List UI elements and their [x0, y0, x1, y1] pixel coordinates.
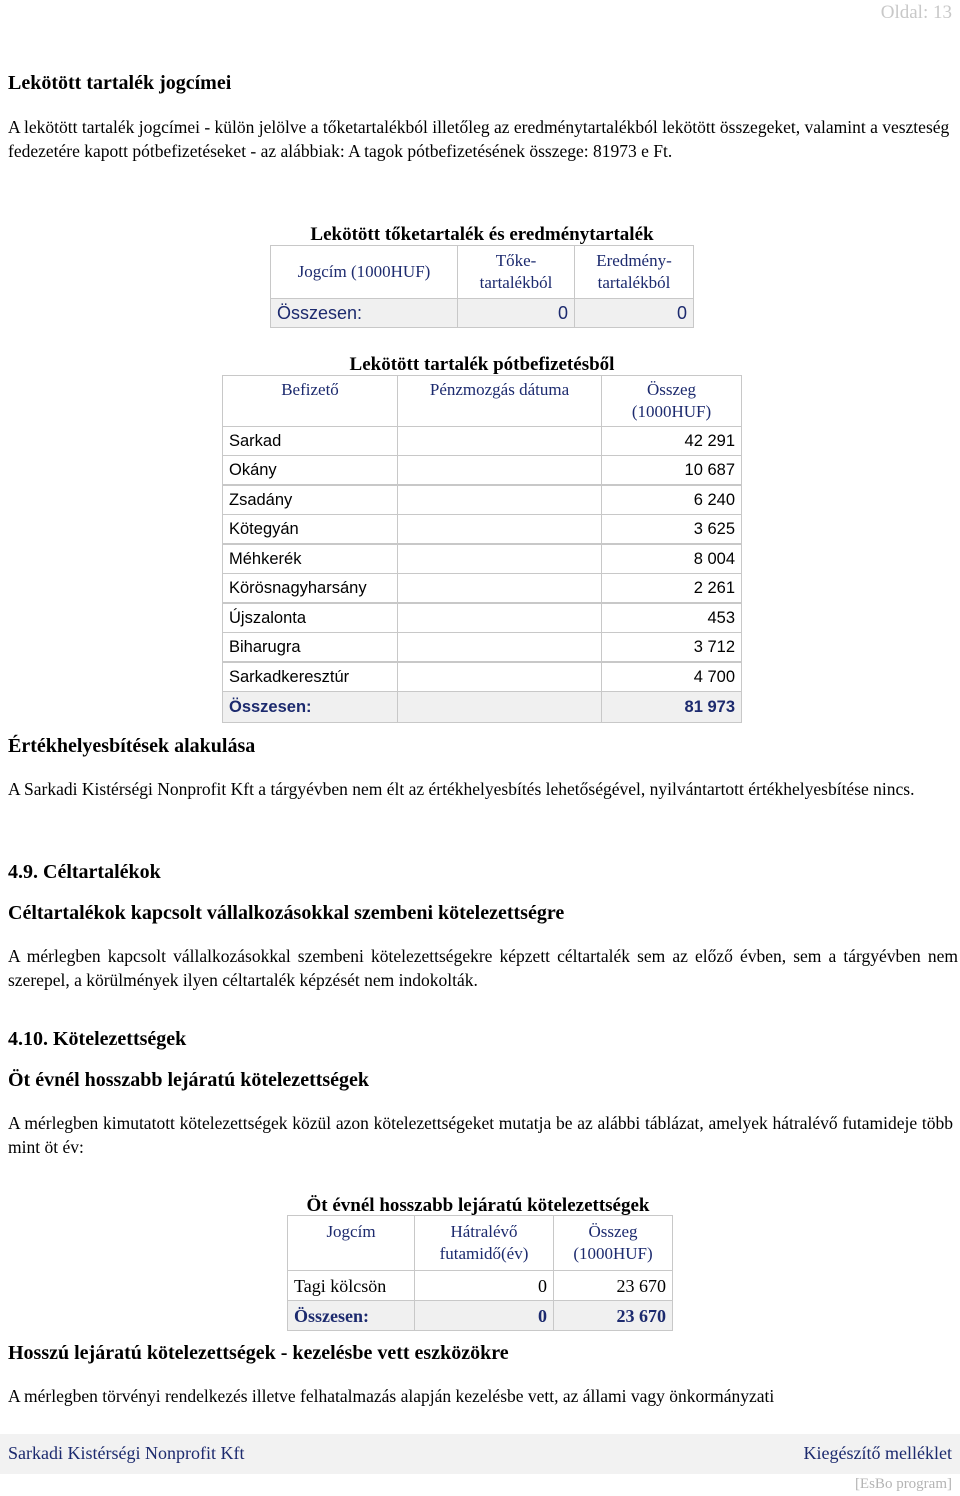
table-row-amount: 4 700 — [601, 662, 742, 692]
table-title: Lekötött tőketartalék és eredménytartalék — [310, 224, 654, 245]
column-header-jogcim: Jogcím (1000HUF) — [270, 245, 458, 299]
section-heading-kotelezettsegek: 4.10. Kötelezettségek — [8, 1028, 187, 1050]
table-row-name: Újszalonta — [222, 603, 398, 633]
table-row-amount: 23 670 — [553, 1270, 673, 1301]
subheading-celtartalekok: Céltartalékok kapcsolt vállalkozásokkal szembeni kötelezettségre — [8, 902, 565, 924]
section-paragraph-kezelesbe-vett: A mérlegben törvényi rendelkezés illetve felhatalmazás alapján kezelésbe vett, az állami vagy önkormányzati — [8, 1386, 775, 1406]
table-row-amount: 42 291 — [601, 426, 742, 456]
table-row-amount: 2 261 — [601, 573, 742, 603]
table-row-name: Kötegyán — [222, 514, 398, 544]
table-row-name: Körösnagyharsány — [222, 573, 398, 603]
table-row-name: Zsadány — [222, 485, 398, 515]
footer-document-type: Kiegészítő melléklet — [803, 1443, 952, 1463]
footer-company: Sarkadi Kistérségi Nonprofit Kft — [8, 1443, 245, 1463]
column-header-datum: Pénzmozgás dátuma — [397, 375, 602, 427]
table-row-date — [397, 573, 602, 603]
section-paragraph-lekotott: A lekötött tartalék jogcímei - külön jelölve a tőketartalékból illetőleg az eredménytartalékból lekötött összegeket, valamint a veszteség fedezetére kapott pótbefizetéseket - az alábbiak: A tagok pótbefizetésének összege: 81973 e Ft. — [8, 117, 950, 161]
table-row-name: Sarkad — [222, 426, 398, 456]
total-eredmeny: 0 — [574, 298, 694, 328]
table-row-date — [397, 426, 602, 456]
table-row-years: 0 — [414, 1270, 554, 1301]
total-amount: 81 973 — [601, 691, 742, 723]
table-row-date — [397, 632, 602, 662]
table-row-date — [397, 662, 602, 692]
section-heading-celtartalekok: 4.9. Céltartalékok — [8, 861, 161, 883]
footer-program: [EsBo program] — [854, 1476, 952, 1492]
table-row-amount: 3 625 — [601, 514, 742, 544]
table-row-date — [397, 485, 602, 515]
table-row-date — [397, 455, 602, 485]
column-header-befizeto: Befizető — [222, 375, 398, 427]
section-paragraph-kotelezettsegek: A mérlegben kimutatott kötelezettségek közül azon kötelezettségeket mutatja be az alábbi táblázat, amelyek hátralévő futamideje több mint öt év: — [8, 1113, 953, 1157]
column-header-osszeg: Összeg (1000HUF) — [601, 375, 742, 427]
table-row-name: Okány — [222, 455, 398, 485]
table-row-date — [397, 603, 602, 633]
subheading-ot-evnel: Öt évnél hosszabb lejáratú kötelezettségek — [8, 1069, 370, 1091]
table-title: Lekötött tartalék pótbefizetésből — [349, 354, 615, 375]
section-paragraph-ertekhelyesbites: A Sarkadi Kistérségi Nonprofit Kft a tárgyévben nem élt az értékhelyesbítés lehetőségével, nyilvántartott értékhelyesbítése nincs. — [8, 779, 915, 799]
subheading-kezelesbe-vett: Hosszú lejáratú kötelezettségek - kezelésbe vett eszközökre — [8, 1342, 509, 1364]
total-label: Összesen: — [270, 298, 458, 328]
table-row-name: Méhkerék — [222, 544, 398, 574]
table-row-name: Sarkadkeresztúr — [222, 662, 398, 692]
column-header-toke: Tőke-tartalékból — [457, 245, 575, 299]
table-row-name: Tagi kölcsön — [287, 1270, 415, 1301]
total-years: 0 — [414, 1300, 554, 1331]
column-header-osszeg: Összeg (1000HUF) — [553, 1215, 673, 1271]
section-paragraph-celtartalekok: A mérlegben kapcsolt vállalkozásokkal szembeni kötelezettségekre képzett céltartalék sem az előző évben, sem a tárgyévben nem szerepel, a körülmények ilyen céltartalék képzését nem indokolták. — [8, 946, 958, 990]
table-row-amount: 453 — [601, 603, 742, 633]
table-row-amount: 6 240 — [601, 485, 742, 515]
page-number: Oldal: 13 — [880, 2, 952, 23]
table-row-date — [397, 514, 602, 544]
total-label: Összesen: — [287, 1300, 415, 1331]
table-row-date — [397, 544, 602, 574]
table-row-amount: 3 712 — [601, 632, 742, 662]
total-label: Összesen: — [222, 691, 398, 723]
table-row-amount: 10 687 — [601, 455, 742, 485]
section-heading-ertekhelyesbites: Értékhelyesbítések alakulása — [8, 735, 256, 757]
section-heading-lekotott: Lekötött tartalék jogcímei — [8, 72, 232, 94]
total-toke: 0 — [457, 298, 575, 328]
column-header-futamido: Hátralévő futamidő(év) — [414, 1215, 554, 1271]
table-row-name: Biharugra — [222, 632, 398, 662]
total-date-empty — [397, 691, 602, 723]
column-header-eredmeny: Eredmény-tartalékból — [574, 245, 694, 299]
table-title: Öt évnél hosszabb lejáratú kötelezettségek — [306, 1195, 650, 1216]
table-row-amount: 8 004 — [601, 544, 742, 574]
total-amount: 23 670 — [553, 1300, 673, 1331]
column-header-jogcim: Jogcím — [287, 1215, 415, 1271]
